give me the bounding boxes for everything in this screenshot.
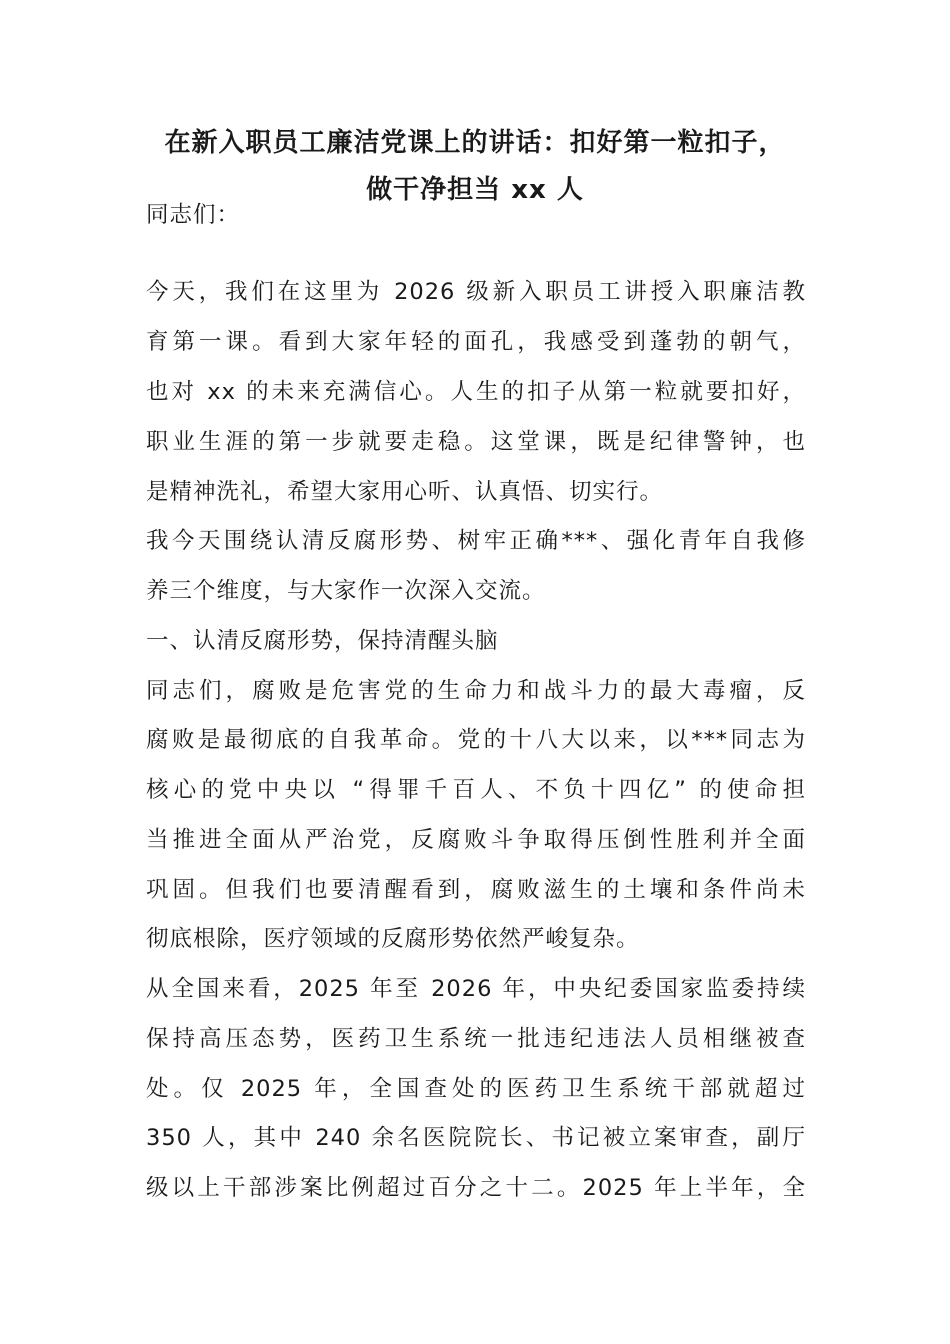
body-line: 职业生涯的第一步就要走稳。这堂课，既是纪律警钟，也 [146,429,806,455]
body-line: 处。仅 2025 年，全国查处的医药卫生系统干部就超过 [146,1076,806,1102]
body-line: 从全国来看，2025 年至 2026 年，中央纪委国家监委持续 [146,976,806,1002]
body-line: 核心的党中央以 “得罪千百人、不负十四亿” 的使命担 [146,777,806,803]
section-heading: 一、认清反腐形势，保持清醒头脑 [146,628,499,654]
body-line: 腐败是最彻底的自我革命。党的十八大以来，以***同志为 [146,727,806,753]
body-line: 我今天围绕认清反腐形势、树牢正确***、强化青年自我修 [146,528,806,554]
body-line: 级以上干部涉案比例超过百分之十二。2025 年上半年，全 [146,1175,806,1201]
body-line: 保持高压态势，医药卫生系统一批违纪违法人员相继被查 [146,1026,806,1052]
body-line: 巩固。但我们也要清醒看到，腐败滋生的土壤和条件尚未 [146,877,806,903]
body-line: 当推进全面从严治党，反腐败斗争取得压倒性胜利并全面 [146,827,806,853]
body-line: 也对 xx 的未来充满信心。人生的扣子从第一粒就要扣好， [146,379,806,405]
body-line: 彻底根除，医疗领域的反腐形势依然严峻复杂。 [146,926,640,952]
body-line: 育第一课。看到大家年轻的面孔，我感受到蓬勃的朝气， [146,329,806,355]
body-line: 同志们： [146,202,241,228]
body-line: 今天，我们在这里为 2026 级新入职员工讲授入职廉洁教 [146,279,806,305]
body-line: 350 人，其中 240 余名医院院长、书记被立案审查，副厅 [146,1125,806,1151]
body-line: 养三个维度，与大家作一次深入交流。 [146,578,546,604]
document-title-line-2: 做干净担当 xx 人 [366,175,584,205]
document-title-line-1: 在新入职员工廉洁党课上的讲话：扣好第一粒扣子， [164,128,786,158]
body-line: 同志们，腐败是危害党的生命力和战斗力的最大毒瘤，反 [146,678,806,704]
body-line: 是精神洗礼，希望大家用心听、认真悟、切实行。 [146,479,664,505]
